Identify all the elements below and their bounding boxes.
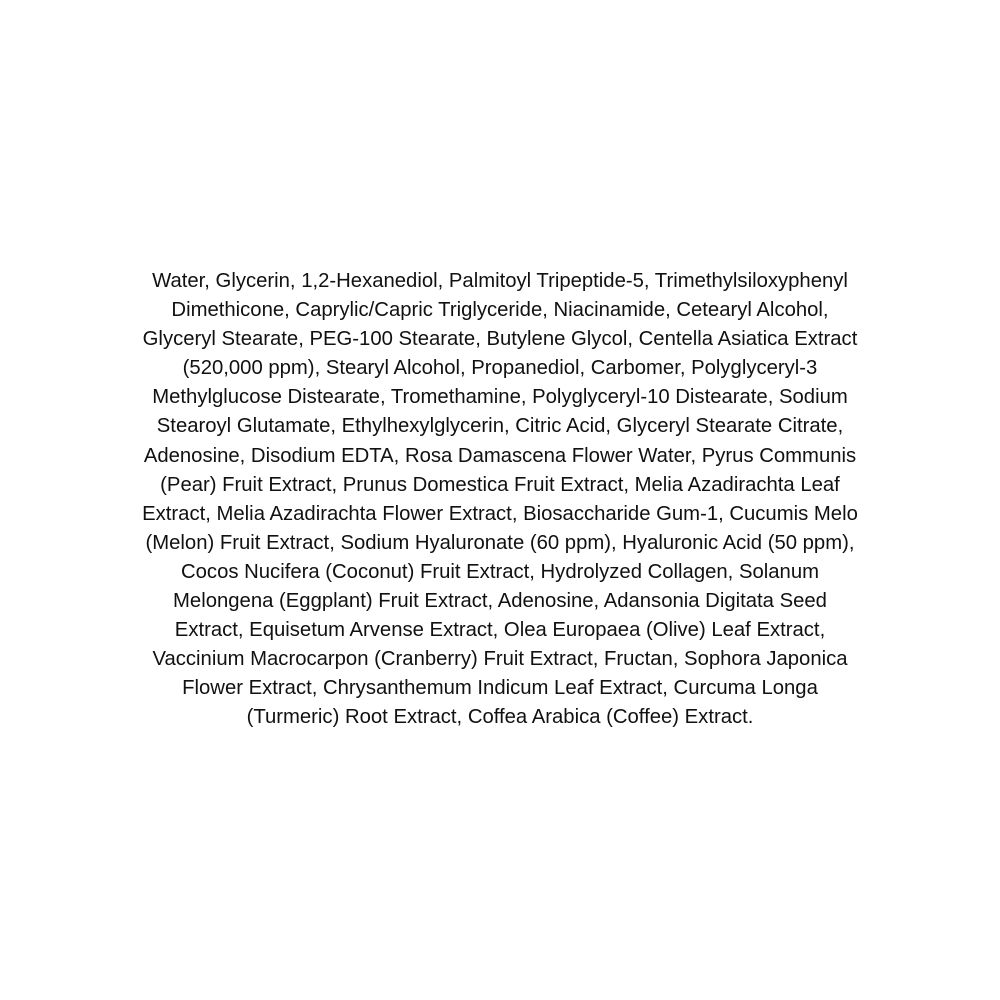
ingredient-line: Cocos Nucifera (Coconut) Fruit Extract, Hydrolyzed Collagen, Solanum	[181, 560, 819, 583]
ingredient-line: Dimethicone, Caprylic/Capric Triglyceride, Niacinamide, Cetearyl Alcohol,	[171, 299, 829, 322]
ingredient-line: (Turmeric) Root Extract, Coffea Arabica (Coffee) Extract.	[246, 706, 754, 729]
ingredient-line: Water, Glycerin, 1,2-Hexanediol, Palmitoyl Tripeptide-5, Trimethylsiloxyphenyl	[152, 270, 848, 292]
ingredient-list	[60, 267, 940, 733]
ingredient-line: (Melon) Fruit Extract, Sodium Hyaluronate (60 ppm), Hyaluronic Acid (50 ppm),	[145, 531, 855, 554]
ingredient-line: Melongena (Eggplant) Fruit Extract, Adenosine, Adansonia Digitata Seed	[173, 590, 827, 613]
ingredient-line: (520,000 ppm), Stearyl Alcohol, Propanediol, Carbomer, Polyglyceryl-3	[182, 357, 818, 380]
ingredient-line: Glyceryl Stearate, PEG-100 Stearate, Butylene Glycol, Centella Asiatica Extract	[142, 328, 858, 351]
ingredient-line: Stearoyl Glutamate, Ethylhexylglycerin, Citric Acid, Glyceryl Stearate Citrate,	[156, 415, 844, 438]
ingredient-line: Vaccinium Macrocarpon (Cranberry) Fruit Extract, Fructan, Sophora Japonica	[152, 648, 848, 671]
ingredient-line: Methylglucose Distearate, Tromethamine, Polyglyceryl-10 Distearate, Sodium	[152, 386, 848, 409]
ingredient-line: Adenosine, Disodium EDTA, Rosa Damascena Flower Water, Pyrus Communis	[143, 444, 857, 467]
ingredient-line: Flower Extract, Chrysanthemum Indicum Leaf Extract, Curcuma Longa	[182, 677, 818, 700]
ingredient-line: (Pear) Fruit Extract, Prunus Domestica Fruit Extract, Melia Azadirachta Leaf	[160, 473, 840, 496]
ingredient-line: Extract, Melia Azadirachta Flower Extract, Biosaccharide Gum-1, Cucumis Melo	[142, 502, 858, 525]
ingredient-line: Extract, Equisetum Arvense Extract, Olea Europaea (Olive) Leaf Extract,	[174, 619, 826, 642]
